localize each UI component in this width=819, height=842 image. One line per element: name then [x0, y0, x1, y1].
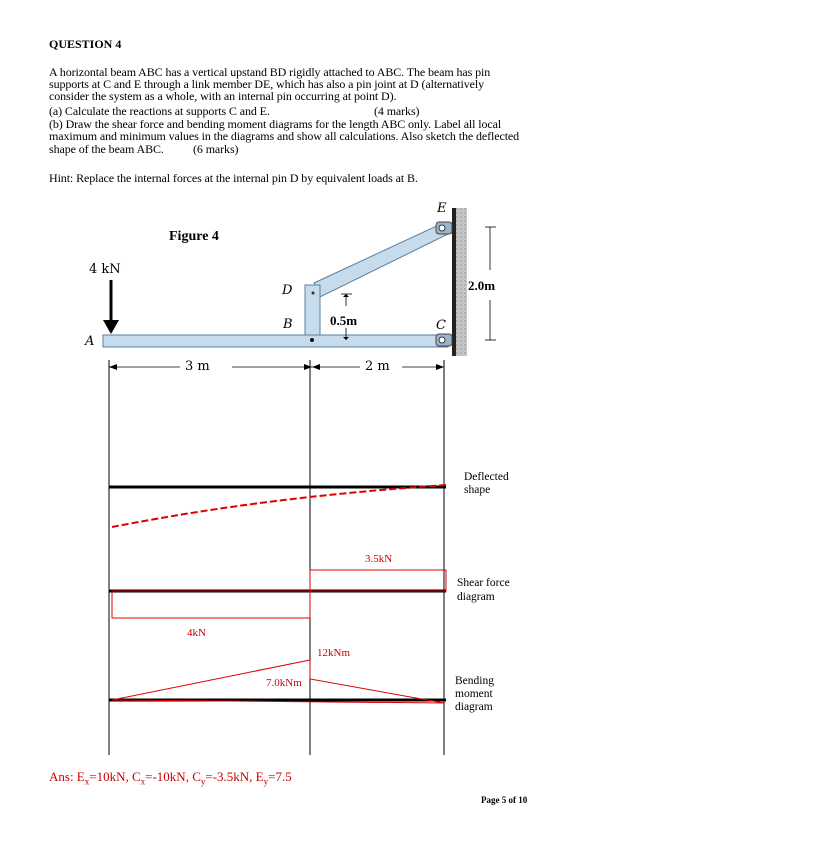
question-title: QUESTION 4	[49, 37, 122, 51]
shear-block-positive	[310, 570, 446, 591]
figure-caption: Figure 4	[169, 229, 219, 244]
part-b-line-2: maximum and minimum values in the diagrams and show all calculations. Also sketch the deflected	[49, 129, 520, 143]
page-number: Page 5 of 10	[481, 795, 528, 805]
wall-face	[452, 208, 456, 356]
part-b-line-1: (b) Draw the shear force and bending moment diagrams for the length ABC only. Label all local	[49, 117, 502, 131]
point-e-label: E	[437, 201, 447, 216]
wall-hatch	[456, 208, 467, 356]
point-b-label: B	[283, 317, 293, 332]
dim-bc-label: 2 m	[365, 359, 390, 374]
pin-d	[312, 292, 315, 295]
intro-line-3: consider the system as a whole, with an internal pin occurring at point D).	[49, 89, 397, 103]
shear-label-1: Shear force	[457, 577, 510, 589]
shear-label-2: diagram	[457, 591, 495, 603]
intro-line-1: A horizontal beam ABC has a vertical upstand BD rigidly attached to ABC. The beam has pin	[49, 65, 491, 79]
point-a-label: A	[85, 334, 95, 349]
point-c-label: C	[436, 318, 446, 333]
moment-label-3: diagram	[455, 701, 493, 713]
hint-text: Hint: Replace the internal forces at the internal pin D by equivalent loads at B.	[49, 171, 418, 185]
part-b-marks: (6 marks)	[193, 142, 239, 156]
load-label: 4 kN	[89, 262, 121, 277]
part-a-text: (a) Calculate the reactions at supports C and E.	[49, 104, 270, 118]
answer-text: Ans: $E_x=10kN$, $C_x=-10kN$, $C_y=-3.5kN$, $E_y=7.5$	[49, 769, 292, 787]
shear-value-left: 4kN	[187, 627, 206, 639]
point-d-label: D	[282, 283, 293, 298]
dim-bd-label: 0.5m	[330, 313, 358, 328]
moment-value-top: 12kNm	[317, 647, 350, 659]
load-arrow-head	[103, 320, 119, 334]
shear-block-negative	[112, 591, 310, 618]
beam-abc	[103, 335, 448, 347]
joint-b	[310, 338, 314, 342]
pin-c	[436, 334, 452, 346]
moment-value-low: 7.0kNm	[266, 677, 302, 689]
pin-e	[436, 222, 452, 234]
deflected-label-1: Deflected	[464, 471, 509, 483]
deflected-shape-curve	[112, 485, 446, 527]
moment-label-2: moment	[455, 688, 493, 700]
dim-ab-label: 3 m	[185, 359, 210, 374]
part-b-line-3: shape of the beam ABC.	[49, 142, 164, 156]
dim-ce-label: 2.0m	[468, 278, 496, 293]
moment-label-1: Bending	[455, 675, 494, 687]
shear-value-right: 3.5kN	[365, 553, 393, 565]
link-member-de	[314, 223, 448, 297]
part-a-marks: (4 marks)	[374, 104, 420, 118]
deflected-label-2: shape	[464, 484, 491, 496]
intro-line-2: supports at C and E through a link member DE, which has also a pin joint at D (alternatively	[49, 77, 485, 91]
